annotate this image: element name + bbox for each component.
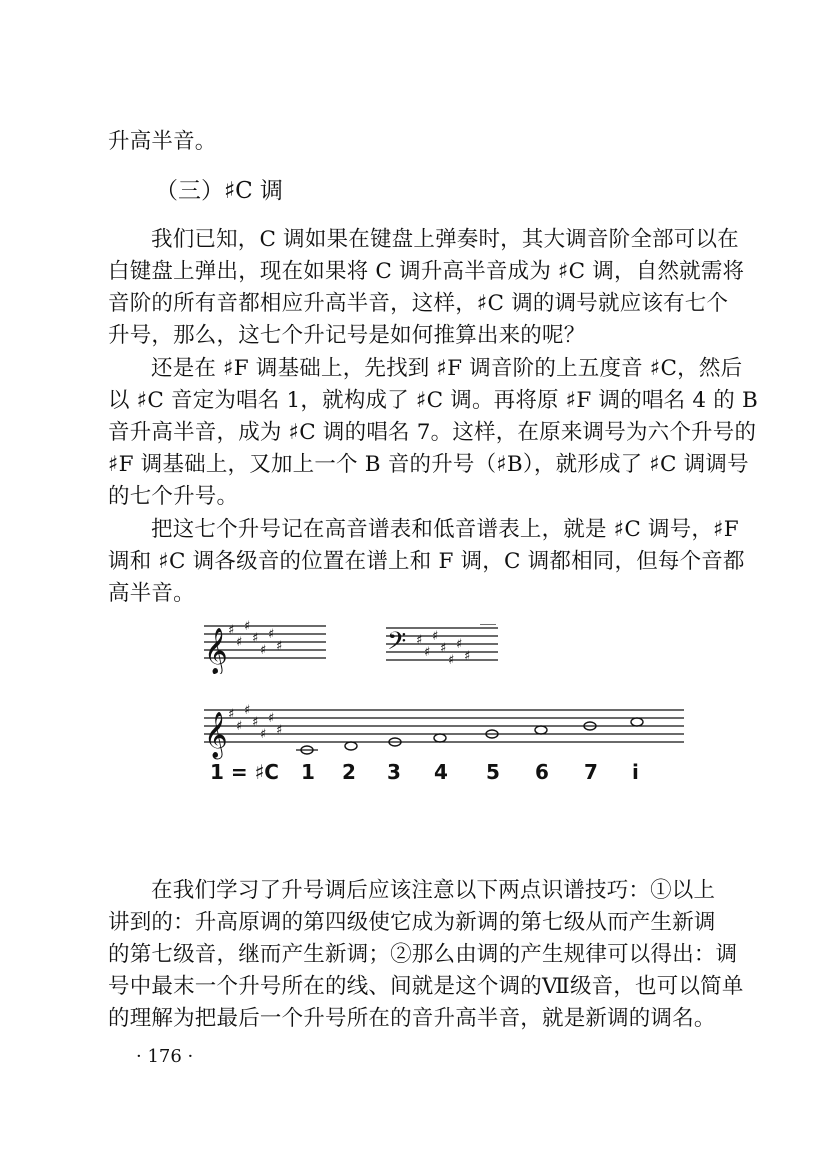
- paragraph-line: 在我们学习了升号调后应该注意以下两点识谱技巧：①以上: [151, 878, 716, 903]
- scale-notes: [301, 718, 643, 754]
- scale-degree: 5: [486, 760, 500, 784]
- treble-clef-icon: 𝄞: [204, 712, 228, 758]
- text-line: 的理解为把最后一个升号所在的音升高半音，就是新调的调名。: [108, 1006, 716, 1031]
- text-line: 升号，那么，这七个升记号是如何推算出来的呢？: [108, 323, 586, 348]
- sharps-icon: [416, 629, 470, 668]
- svg-text:♯: ♯: [432, 629, 439, 644]
- c-sharp-major-scale-staff: [200, 700, 690, 760]
- scale-degree: 2: [342, 760, 356, 784]
- svg-text:♯: ♯: [464, 649, 471, 664]
- text-line: 号中最末一个升号所在的线、间就是这个调的Ⅶ级音，也可以简单: [108, 974, 744, 999]
- svg-text:♯: ♯: [424, 645, 431, 660]
- text-line: 升高半音。: [108, 129, 217, 154]
- paragraph-line: 我们已知，C 调如果在键盘上弹奏时，其大调音阶全部可以在: [151, 227, 739, 252]
- svg-text:♯: ♯: [276, 639, 283, 654]
- sharps-icon: [228, 619, 282, 658]
- text-line: 调和 ♯C 调各级音的位置在谱上和 F 调，C 调都相同，但每个音都: [108, 549, 745, 574]
- svg-text:♯: ♯: [236, 719, 243, 734]
- paragraph-line: 还是在 ♯F 调基础上，先找到 ♯F 调音阶的上五度音 ♯C，然后: [151, 356, 743, 381]
- svg-text:♯: ♯: [260, 727, 267, 742]
- scale-degree: 6: [535, 760, 549, 784]
- treble-key-signature-staff: [200, 618, 330, 674]
- text-line: 音阶的所有音都相应升高半音，这样，♯C 调的调号就应该有七个: [108, 291, 729, 316]
- page-number: · 176 ·: [136, 1046, 194, 1067]
- treble-clef-icon: 𝄞: [204, 628, 228, 674]
- text-line: 高半音。: [108, 581, 195, 606]
- text-line: 讲到的：升高原调的第四级使它成为新调的第七级从而产生新调: [108, 910, 716, 935]
- section-title: （三）♯C 调: [155, 178, 284, 204]
- svg-text:♯: ♯: [228, 623, 235, 638]
- scale-degree: 7: [584, 760, 598, 784]
- text-line: 音升高半音，成为 ♯C 调的唱名 7。这样，在原来调号为六个升号的: [108, 420, 757, 445]
- svg-text:♯: ♯: [276, 723, 283, 738]
- text-line: 的第七级音，继而产生新调；②那么由调的产生规律可以得出：调: [108, 942, 738, 967]
- scale-key-label: 1 = ♯C: [210, 760, 279, 784]
- paragraph-line: 把这七个升号记在高音谱表和低音谱表上，就是 ♯C 调号，♯F: [151, 517, 739, 542]
- text-line: 的七个升号。: [108, 484, 239, 509]
- scale-degree: 1: [301, 760, 315, 784]
- bass-clef-icon: 𝄢: [387, 627, 407, 662]
- svg-text:♯: ♯: [252, 631, 259, 646]
- text-line: 以 ♯C 音定为唱名 1，就构成了 ♯C 调。再将原 ♯F 调的唱名 4 的 B: [108, 388, 759, 413]
- svg-text:♯: ♯: [236, 635, 243, 650]
- sharps-icon: [228, 703, 282, 742]
- svg-text:♯: ♯: [268, 627, 275, 642]
- svg-text:♯: ♯: [416, 633, 423, 648]
- svg-text:♯: ♯: [244, 703, 251, 718]
- svg-text:♯: ♯: [244, 619, 251, 634]
- svg-text:♯: ♯: [456, 637, 463, 652]
- text-line: ♯F 调基础上，又加上一个 B 音的升号（♯B），就形成了 ♯C 调调号: [108, 452, 749, 477]
- bass-key-signature-staff: [384, 624, 502, 668]
- svg-text:♯: ♯: [260, 643, 267, 658]
- svg-text:♯: ♯: [440, 641, 447, 656]
- scale-degree: 3: [387, 760, 401, 784]
- svg-text:♯: ♯: [268, 711, 275, 726]
- svg-text:♯: ♯: [228, 707, 235, 722]
- svg-text:♯: ♯: [252, 715, 259, 730]
- scale-degree: i: [632, 760, 639, 784]
- text-line: 白键盘上弹出，现在如果将 C 调升高半音成为 ♯C 调，自然就需将: [108, 259, 745, 284]
- scale-degree: 4: [434, 760, 448, 784]
- svg-text:♯: ♯: [448, 653, 455, 668]
